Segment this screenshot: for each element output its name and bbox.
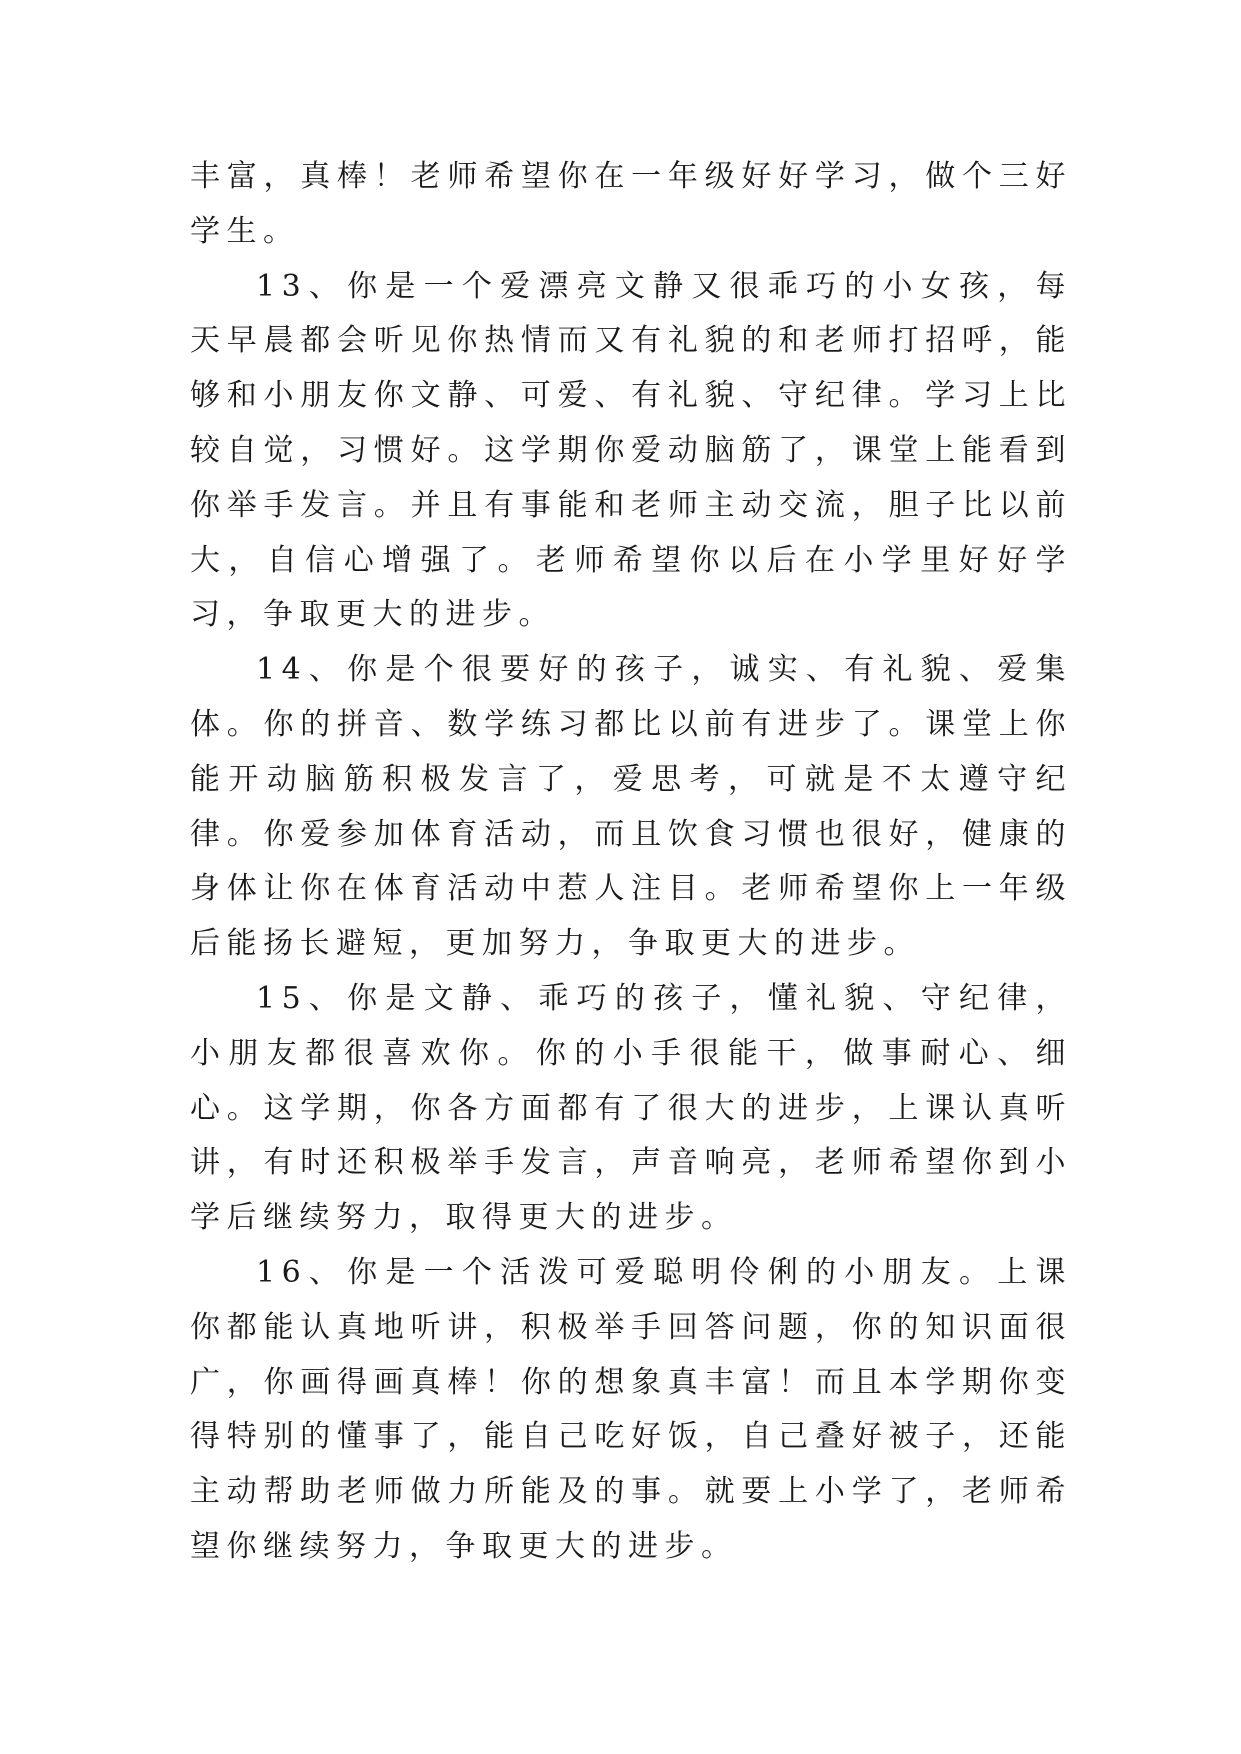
paragraph-item-16: 16、你是一个活泼可爱聪明伶俐的小朋友。上课你都能认真地听讲，积极举手回答问题，你的知识面很广，你画得画真棒！你的想象真丰富！而且本学期你变得特别的懂事了，能自己吃好饭，自己叠好被子，还能主动帮助老师做力所能及的事。就要上小学了，老师希望你继续努力，争取更大的进步。	[190, 1254, 1072, 1564]
paragraph-item-13: 13、你是一个爱漂亮文静又很乖巧的小女孩，每天早晨都会听见你热情而又有礼貌的和老师打招呼，能够和小朋友你文静、可爱、有礼貌、守纪律。学习上比较自觉，习惯好。这学期你爱动脑筋了，课堂上能看到你举手发言。并且有事能和老师主动交流，胆子比以前大，自信心增强了。老师希望你以后在小学里好好学习，争取更大的进步。	[190, 268, 1072, 633]
paragraph-item-15: 15、你是文静、乖巧的孩子，懂礼貌、守纪律，小朋友都很喜欢你。你的小手很能干，做事耐心、细心。这学期，你各方面都有了很大的进步，上课认真听讲，有时还积极举手发言，声音响亮，老师希望你到小学后继续努力，取得更大的进步。	[190, 980, 1072, 1236]
paragraph-item-14: 14、你是个很要好的孩子，诚实、有礼貌、爱集体。你的拼音、数学练习都比以前有进步了。课堂上你能开动脑筋积极发言了，爱思考，可就是不太遵守纪律。你爱参加体育活动，而且饮食习惯也很好，健康的身体让你在体育活动中惹人注目。老师希望你上一年级后能扬长避短，更加努力，争取更大的进步。	[190, 652, 1072, 962]
paragraph-continuation: 丰富，真棒！老师希望你在一年级好好学习，做个三好学生。	[190, 159, 1072, 249]
document-body	[190, 150, 1072, 1575]
